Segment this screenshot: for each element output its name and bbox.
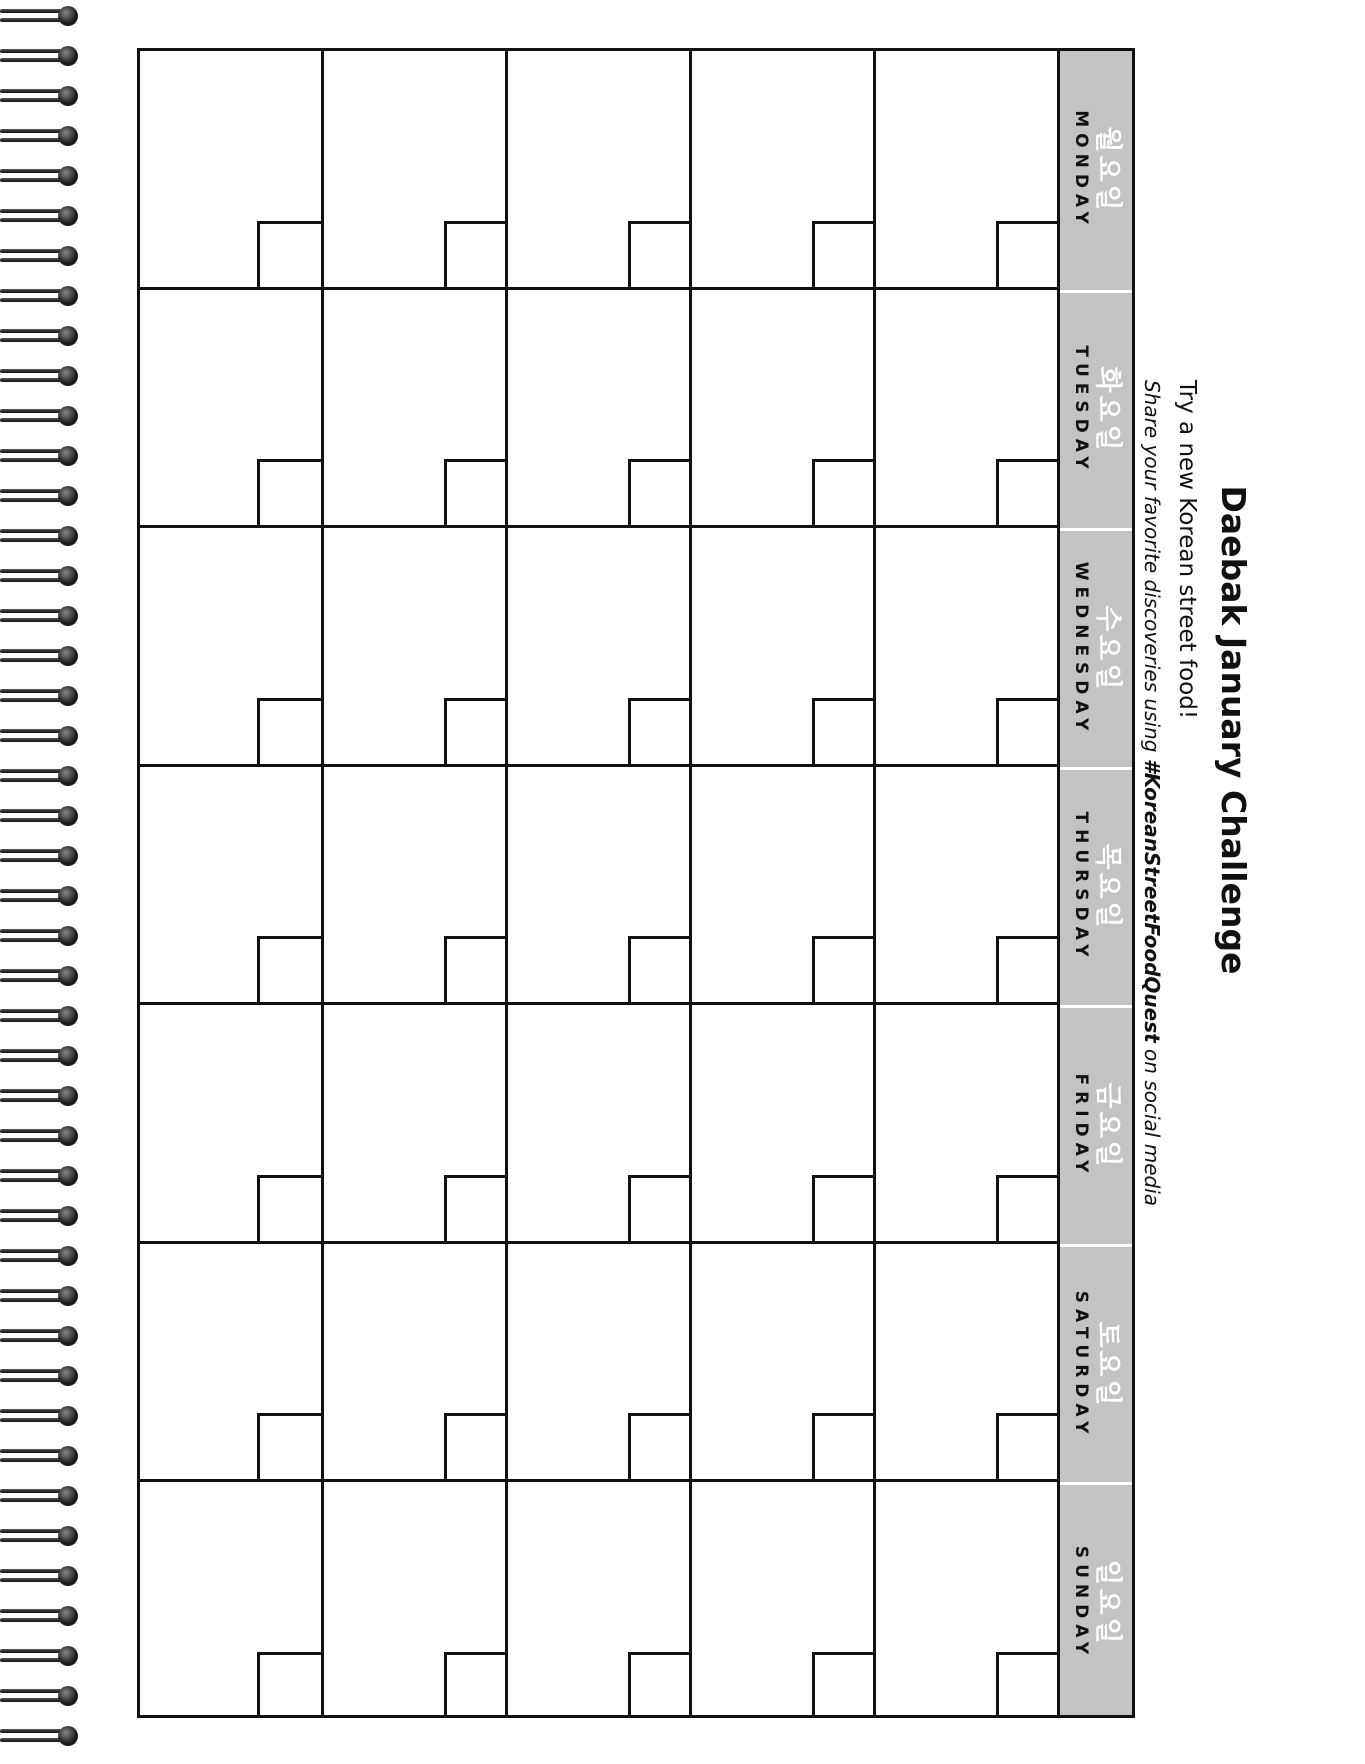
day-cell[interactable] [321,525,505,764]
day-cell[interactable] [505,1241,689,1480]
day-cell[interactable] [137,525,321,764]
day-cell[interactable] [873,48,1057,287]
day-label [1070,1546,1122,1660]
date-number-box[interactable] [628,221,692,287]
binding-ring [0,526,82,548]
day-cell[interactable] [505,764,689,1003]
binding-ring [0,86,82,108]
day-cell[interactable] [873,1241,1057,1480]
date-number-box[interactable] [812,1175,876,1241]
date-number-box[interactable] [257,1413,321,1479]
binding-ring [0,1566,82,1588]
date-number-box[interactable] [812,221,876,287]
date-number-box[interactable] [444,698,508,764]
date-number-box[interactable] [257,1175,321,1241]
binding-ring [0,806,82,828]
date-number-box[interactable] [812,1413,876,1479]
spiral-binding [0,0,85,1764]
binding-ring [0,286,82,308]
day-cell[interactable] [137,764,321,1003]
binding-ring [0,1406,82,1428]
day-cell[interactable] [873,287,1057,526]
date-number-box[interactable] [444,936,508,1002]
day-name-korean: 수요일 [1092,605,1123,693]
date-number-box[interactable] [444,1652,508,1718]
calendar-grid [137,48,1139,1718]
date-number-box[interactable] [996,221,1060,287]
day-name-english: SUNDAY [1071,1546,1091,1661]
binding-ring [0,1726,82,1748]
day-cell[interactable] [873,525,1057,764]
binding-ring [0,1366,82,1388]
binding-ring [0,966,82,988]
tagline-before: Share your favorite discoveries using [1140,380,1164,759]
day-cell[interactable] [689,1241,873,1480]
day-label [1070,1290,1122,1439]
binding-ring [0,206,82,228]
day-cell[interactable] [873,1479,1057,1718]
title-block [1115,230,1255,1230]
date-number-box[interactable] [996,459,1060,525]
page-tagline [1137,230,1167,1230]
binding-ring [0,1686,82,1708]
day-name-english: SATURDAY [1071,1290,1091,1439]
binding-ring [0,1006,82,1028]
day-cell[interactable] [689,764,873,1003]
day-cell[interactable] [689,287,873,526]
date-number-box[interactable] [996,1413,1060,1479]
day-name-english: TUESDAY [1071,345,1091,475]
day-name-korean: 일요일 [1092,1559,1123,1647]
binding-ring [0,846,82,868]
date-number-box[interactable] [812,698,876,764]
date-number-box[interactable] [996,936,1060,1002]
day-header-saturday [1060,1244,1132,1483]
binding-ring [0,166,82,188]
day-cell[interactable] [873,1002,1057,1241]
day-cell[interactable] [321,1002,505,1241]
day-name-korean: 금요일 [1092,1082,1123,1170]
day-cell[interactable] [689,1479,873,1718]
day-cell[interactable] [689,48,873,287]
day-cell[interactable] [505,287,689,526]
day-label [1070,111,1122,231]
date-number-box[interactable] [444,459,508,525]
binding-ring [0,886,82,908]
binding-ring [0,326,82,348]
date-number-box[interactable] [257,698,321,764]
date-number-box[interactable] [257,221,321,287]
binding-ring [0,1126,82,1148]
binding-ring [0,1526,82,1548]
binding-ring [0,1246,82,1268]
tagline-after: on social media [1140,1042,1164,1207]
date-number-box[interactable] [444,1413,508,1479]
binding-ring [0,246,82,268]
date-number-box[interactable] [628,936,692,1002]
binding-ring [0,646,82,668]
date-number-box[interactable] [257,936,321,1002]
day-cell[interactable] [137,48,321,287]
day-header-sunday [1060,1482,1132,1721]
date-number-box[interactable] [444,1175,508,1241]
day-name-english: THURSDAY [1071,812,1091,963]
date-number-box[interactable] [996,1652,1060,1718]
page-subtitle: Try a new Korean street food! [1174,380,1200,720]
binding-ring [0,486,82,508]
binding-ring [0,1446,82,1468]
date-number-box[interactable] [628,1175,692,1241]
date-number-box[interactable] [444,221,508,287]
binding-ring [0,1086,82,1108]
day-name-korean: 월요일 [1092,126,1123,214]
day-cell[interactable] [505,48,689,287]
binding-ring [0,366,82,388]
binding-ring [0,1646,82,1668]
day-cell[interactable] [873,764,1057,1003]
day-name-english: MONDAY [1071,110,1091,231]
binding-ring [0,406,82,428]
day-cell[interactable] [321,287,505,526]
binding-ring [0,766,82,788]
date-number-box[interactable] [628,459,692,525]
binding-ring [0,6,82,28]
day-cell[interactable] [689,525,873,764]
date-number-box[interactable] [628,1413,692,1479]
date-number-box[interactable] [996,1175,1060,1241]
date-number-box[interactable] [257,459,321,525]
day-name-english: FRIDAY [1071,1073,1091,1179]
date-number-box[interactable] [812,1652,876,1718]
binding-ring [0,1486,82,1508]
date-number-box[interactable] [812,936,876,1002]
day-cell[interactable] [137,1002,321,1241]
day-name-english: WEDNESDAY [1071,561,1091,737]
binding-ring [0,446,82,468]
day-name-korean: 목요일 [1092,843,1123,932]
date-number-box[interactable] [628,1652,692,1718]
date-number-box[interactable] [812,459,876,525]
day-cell[interactable] [137,287,321,526]
binding-ring [0,1166,82,1188]
binding-ring [0,726,82,748]
day-cell[interactable] [321,48,505,287]
day-cell[interactable] [137,1241,321,1480]
day-cell[interactable] [321,764,505,1003]
binding-ring [0,46,82,68]
date-number-box[interactable] [996,698,1060,764]
binding-ring [0,566,82,588]
binding-ring [0,606,82,628]
binding-ring [0,686,82,708]
binding-ring [0,1606,82,1628]
binding-ring [0,1046,82,1068]
day-cell[interactable] [505,525,689,764]
binding-ring [0,926,82,948]
day-cell[interactable] [505,1002,689,1241]
binding-ring [0,126,82,148]
day-name-korean: 화요일 [1092,366,1123,454]
date-number-box[interactable] [257,1652,321,1718]
tagline-hashtag: #KoreanStreetFoodQuest [1140,758,1164,1043]
day-cell[interactable] [137,1479,321,1718]
day-cell[interactable] [321,1241,505,1480]
day-cell[interactable] [689,1002,873,1241]
date-number-box[interactable] [628,698,692,764]
binding-ring [0,1326,82,1348]
day-cell[interactable] [505,1479,689,1718]
binding-ring [0,1206,82,1228]
day-cell[interactable] [321,1479,505,1718]
page-title: Daebak January Challenge [1214,485,1253,975]
day-name-korean: 토요일 [1092,1321,1123,1409]
binding-ring [0,1286,82,1308]
